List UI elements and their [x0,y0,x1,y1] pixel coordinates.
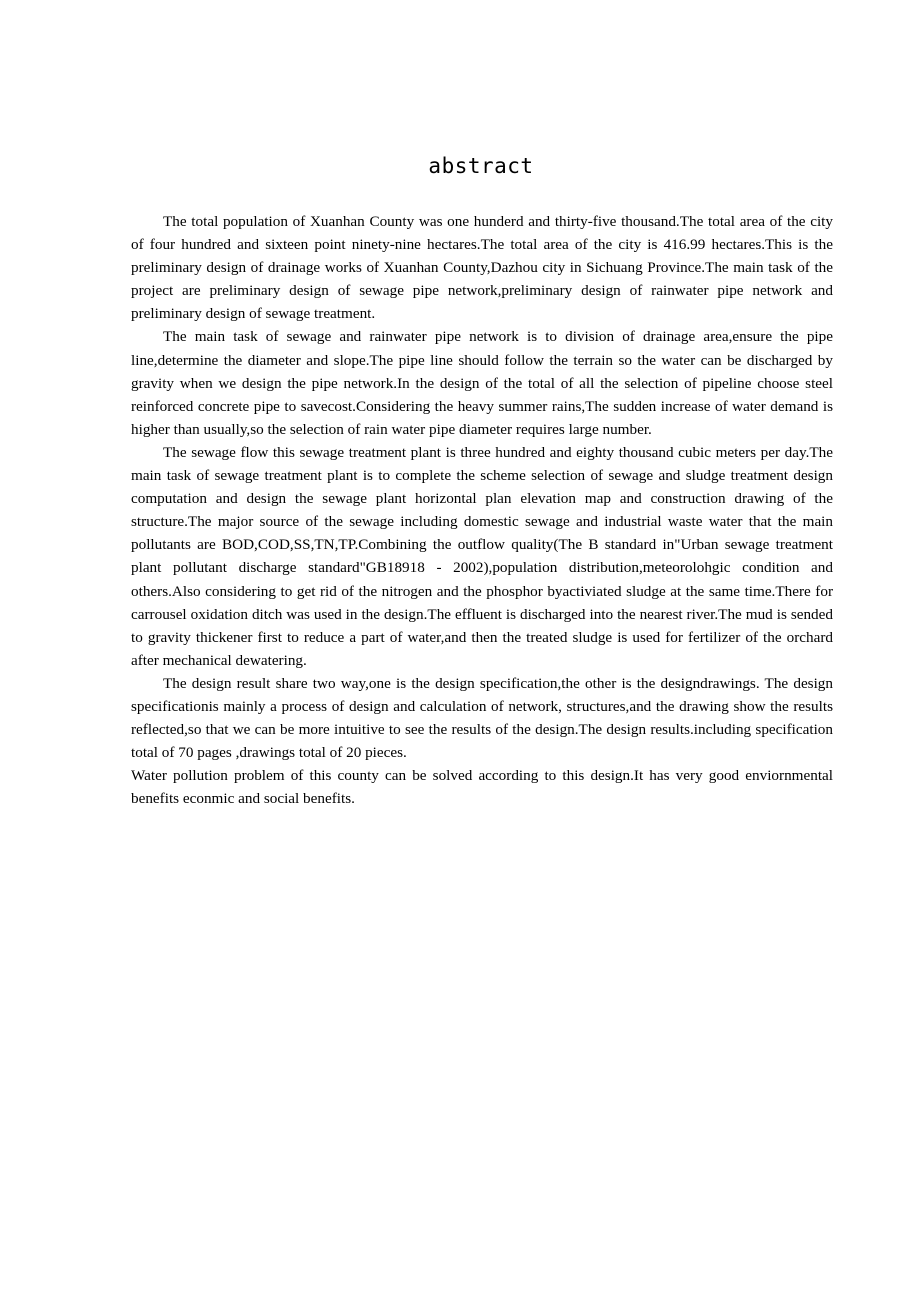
abstract-body [131,210,833,810]
paragraph-design-result: The design result share two way,one is the design specification,the other is the designdrawings. The design specificationis mainly a process of design and calculation of network, structures,and the drawing show the results reflected,so that we can be more intuitive to see the results of the design.The design results.including specification total of 70 pages ,drawings total of 20 pieces. [131,674,833,762]
paragraph-conclusion: Water pollution problem of this county can be solved according to this design.It has very good enviornmental benefits econmic and social benefits. [131,767,833,808]
abstract-title: abstract [428,154,534,178]
paragraph-treatment-plant: The sewage flow this sewage treatment plant is three hundred and eighty thousand cubic meters per day.The main task of sewage treatment plant is to complete the scheme selection of sewage and sludge treatment design computation and design the sewage plant horizontal plan elevation map and construction drawing of the structure.The major source of the sewage including domestic sewage and industrial waste water that the main pollutants are BOD,COD,SS,TN,TP.Combining the outflow quality(The B standard in"Urban sewage treatment plant pollutant discharge standard"GB18918 - 2002),population distribution,meteorolohgic condition and others.Also considering to get rid of the nitrogen and the phosphor byactiviated sludge at the same time.There for carrousel oxidation ditch was used in the design.The effluent is discharged into the nearest river.The mud is sended to gravity thickener first to reduce a part of water,and then the treated sludge is used for fertilizer of the orchard after mechanical dewatering. [131,443,833,669]
paragraph-population: The total population of Xuanhan County was one hunderd and thirty-five thousand.The total area of the city of four hundred and sixteen point ninety-nine hectares.The total area of the city is 416.99 hectares.This is the preliminary design of drainage works of Xuanhan County,Dazhou city in Sichuang Province.The main task of the project are preliminary design of sewage pipe network,preliminary design of rainwater pipe network and preliminary design of sewage treatment. [131,213,833,323]
paragraph-pipe-network: The main task of sewage and rainwater pipe network is to division of drainage area,ensure the pipe line,determine the diameter and slope.The pipe line should follow the terrain so the water can be discharged by gravity when we design the pipe network.In the design of the total of all the selection of pipeline choose steel reinforced concrete pipe to savecost.Considering the heavy summer rains,The sudden increase of water demand is higher than usually,so the selection of rain water pipe diameter requires large number. [131,328,833,438]
